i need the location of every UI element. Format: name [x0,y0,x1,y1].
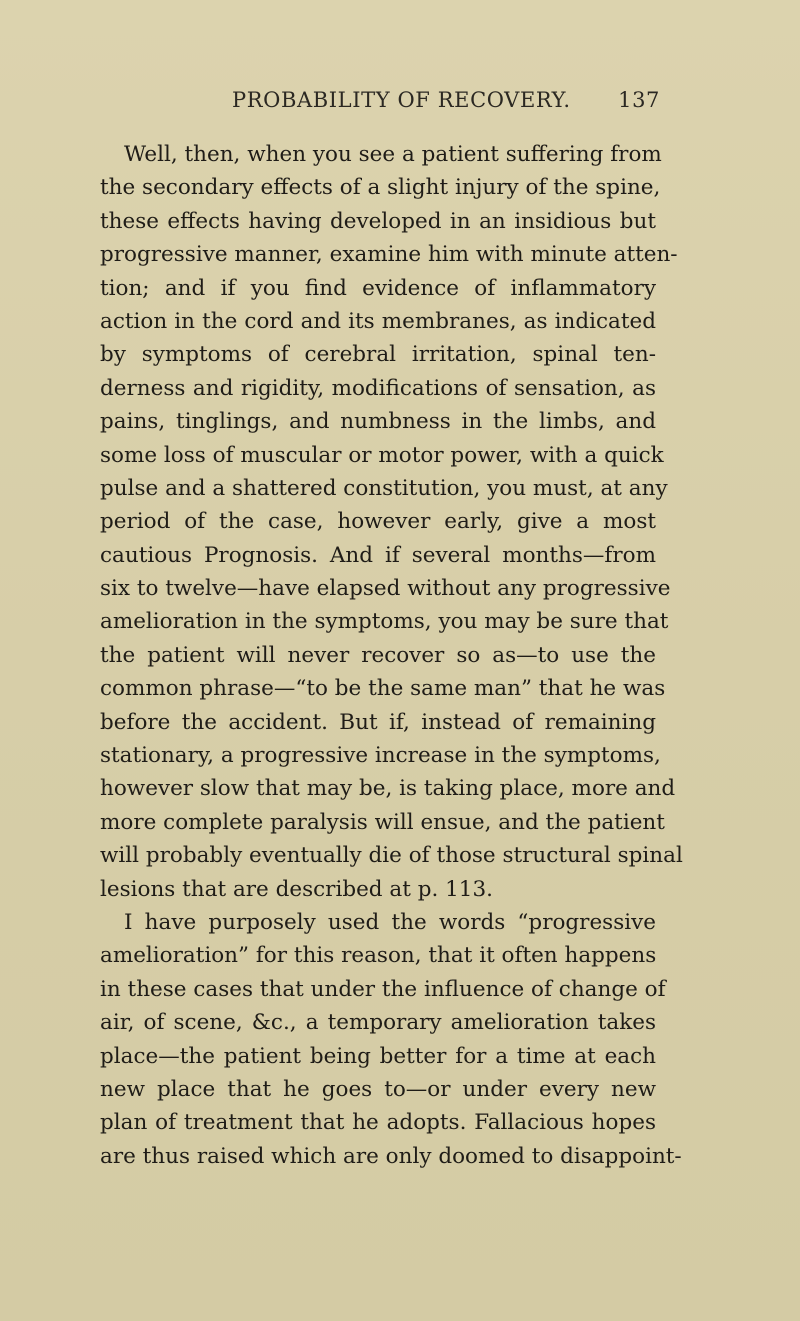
text-line: pulse and a shattered constitution, you must, at any [100,475,668,501]
text-line: will probably eventually die of those structural spinal [100,843,683,869]
text-line: tion; and if you find evidence of inflammatory [100,275,656,301]
text-line: however slow that may be, is taking place, more and [100,776,676,802]
text-line: lesions that are described at p. 113. [100,876,493,902]
text-line: by symptoms of cerebral irritation, spinal ten- [100,342,656,368]
text-line: amelioration in the symptoms, you may be sure that [100,609,669,635]
text-line: six to twelve—have elapsed without any progressive [100,576,671,602]
text-line: common phrase—“to be the same man” that he was [100,676,666,702]
text-line: cautious Prognosis. And if several months—from [100,542,656,568]
text-line: place—the patient being better for a time at each [100,1043,656,1069]
text-line: before the accident. But if, instead of remaining [100,709,656,735]
text-line: plan of treatment that he adopts. Fallacious hopes [100,1110,656,1136]
text-line: period of the case, however early, give a most [100,509,656,535]
text-line: more complete paralysis will ensue, and the patient [100,809,665,835]
text-line: stationary, a progressive increase in the symptoms, [100,743,661,769]
text-line: pains, tinglings, and numbness in the limbs, and [100,409,656,435]
page-number: 137 [618,88,660,112]
text-line: are thus raised which are only doomed to disappoint- [100,1143,682,1169]
text-line: the secondary effects of a slight injury of the spine, [100,175,661,201]
text-line: some loss of muscular or motor power, with a quick [100,442,664,468]
text-line: action in the cord and its membranes, as indicated [100,308,656,334]
body-text [100,138,683,1173]
text-line: derness and rigidity, modifications of sensation, as [100,375,656,401]
text-line: air, of scene, &c., a temporary amelioration takes [100,1010,656,1036]
text-line: the patient will never recover so as—to use the [100,642,656,668]
text-line: I have purposely used the words “progressive [124,909,656,935]
running-head [232,88,660,118]
text-line: progressive manner, examine him with minute atten- [100,242,678,268]
text-line: Well, then, when you see a patient suffering from [124,142,662,167]
running-title: PROBABILITY OF RECOVERY. [232,88,571,112]
text-line: in these cases that under the influence of change of [100,976,666,1002]
text-line: new place that he goes to—or under every new [100,1076,656,1102]
text-line: amelioration” for this reason, that it often happens [100,943,657,969]
text-line: these effects having developed in an insidious but [100,208,656,234]
